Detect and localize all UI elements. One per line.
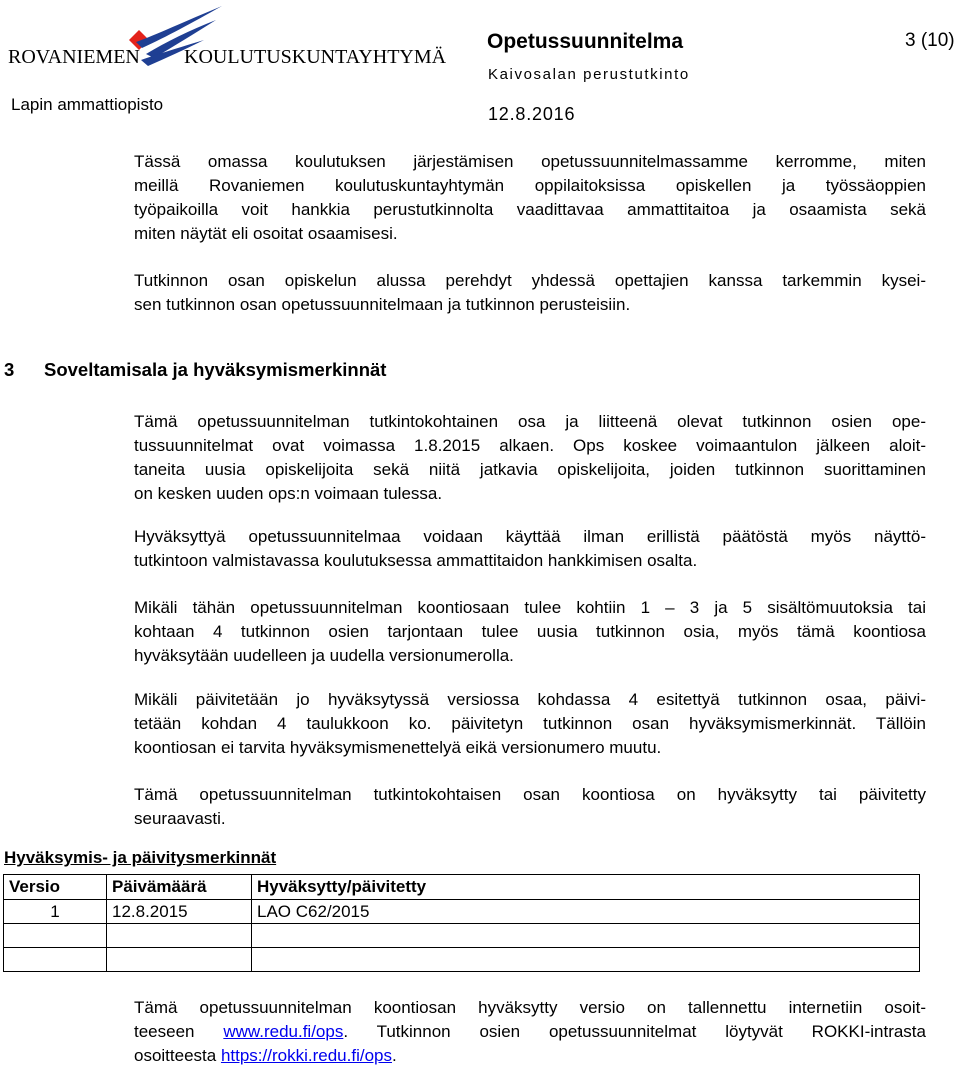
page-number: 3 (10): [905, 30, 955, 51]
cell-approved: [252, 948, 920, 972]
approval-table: [3, 874, 920, 972]
text-line: Hyväksyttyä opetussuunnitelmaa voidaan käyttää ilman erillistä päätöstä myös näyttö-: [134, 527, 926, 546]
text-line: miten näytät eli osoitat osaamisesi.: [134, 224, 398, 243]
text-line: tutkintoon valmistavassa koulutuksessa ammattitaidon hankkimisen osalta.: [134, 551, 698, 570]
section-number: 3: [4, 359, 15, 380]
text-fragment: . Tutkinnon osien opetussuunnitelmat löytyvät ROKKI-intrasta: [343, 1022, 926, 1041]
document-title: Opetussuunnitelma: [487, 30, 684, 53]
text-line: seuraavasti.: [134, 809, 226, 828]
section-heading: [4, 359, 386, 381]
section-paragraph-3: [134, 596, 926, 668]
text-fragment: .: [391, 1046, 397, 1065]
section-paragraph-4: [134, 688, 926, 760]
table-row: [4, 900, 920, 924]
cell-version: 1: [4, 900, 107, 924]
rokki-ops-link[interactable]: https://rokki.redu.fi/ops: [220, 1046, 392, 1065]
text-line: taneita uusia opiskelijoita sekä niitä jatkavia opiskelijoita, joiden tutkinnon suorittaminen: [134, 460, 926, 479]
section-title: Soveltamisala ja hyväksymismerkinnät: [44, 359, 387, 380]
intro-paragraph-2: [134, 269, 926, 317]
text-line: [134, 1020, 926, 1044]
organization-name: Lapin ammattiopisto: [11, 95, 164, 114]
text-line: hyväksytään uudelleen ja uudella versionumerolla.: [134, 646, 514, 665]
text-line: koontiosan ei tarvita hyväksymismenettelyä eikä versionumero muutu.: [134, 738, 662, 757]
cell-version: [4, 948, 107, 972]
organization-logo: [8, 4, 447, 70]
text-line: Tämä opetussuunnitelman koontiosan hyväksytty versio on tallennettu internetiin osoit-: [134, 998, 926, 1017]
column-header-date: Päivämäärä: [107, 875, 252, 900]
publication-note: [134, 996, 926, 1068]
text-fragment: osoitteesta: [134, 1046, 221, 1065]
column-header-version: Versio: [4, 875, 107, 900]
table-row: [4, 948, 920, 972]
text-line: tetään kohdan 4 taulukkoon ko. päivitetyn tutkinnon osan hyväksymismerkinnät. Tällöin: [134, 714, 926, 733]
text-fragment: teeseen: [134, 1022, 224, 1041]
logo-text-right: KOULUTUSKUNTAYHTYMÄ: [184, 46, 447, 68]
text-line: kohtaan 4 tutkinnon osien tarjontaan tulee uusia tutkinnon osia, myös tämä koontiosa: [134, 622, 926, 641]
section-paragraph-5: [134, 783, 926, 831]
table-caption: Hyväksymis- ja päivitysmerkinnät: [4, 848, 277, 867]
cell-version: [4, 924, 107, 948]
cell-date: [107, 924, 252, 948]
text-line: meillä Rovaniemen koulutuskuntayhtymän oppilaitoksissa opiskellen ja työssäoppien: [134, 176, 926, 195]
document-subtitle: Kaivosalan perustutkinto: [488, 66, 690, 83]
text-line: Tutkinnon osan opiskelun alussa perehdyt yhdessä opettajien kanssa tarkemmin kysei-: [134, 271, 926, 290]
section-paragraph-1: [134, 410, 926, 506]
cell-date: 12.8.2015: [107, 900, 252, 924]
intro-paragraph-1: [134, 150, 926, 246]
cell-date: [107, 948, 252, 972]
text-line: tussuunnitelmat ovat voimassa 1.8.2015 alkaen. Ops koskee voimaantulon jälkeen aloit-: [134, 436, 926, 455]
logo-text-left: ROVANIEMEN: [8, 46, 140, 68]
column-header-approved: Hyväksytty/päivitetty: [252, 875, 920, 900]
text-line: työpaikoilla voit hankkia perustutkinnolta vaadittavaa ammattitaitoa ja osaamista sekä: [134, 200, 926, 219]
document-date: 12.8.2016: [488, 104, 576, 124]
section-paragraph-2: [134, 525, 926, 573]
text-line: Mikäli päivitetään jo hyväksytyssä versiossa kohdassa 4 esitettyä tutkinnon osaa, päivi-: [134, 690, 926, 709]
redu-ops-link[interactable]: www.redu.fi/ops: [223, 1022, 344, 1041]
cell-approved: [252, 924, 920, 948]
text-line: Tämä opetussuunnitelman tutkintokohtainen osa ja liitteenä olevat tutkinnon osien ope-: [134, 412, 926, 431]
text-line: [134, 1044, 926, 1068]
text-line: on kesken uuden ops:n voimaan tulessa.: [134, 484, 443, 503]
text-line: Tämä opetussuunnitelman tutkintokohtaisen osan koontiosa on hyväksytty tai päivitetty: [134, 785, 926, 804]
text-line: Tässä omassa koulutuksen järjestämisen opetussuunnitelmassamme kerromme, miten: [134, 152, 926, 171]
text-line: Mikäli tähän opetussuunnitelman koontiosaan tulee kohtiin 1 – 3 ja 5 sisältömuutoksia tai: [134, 598, 926, 617]
table-row: [4, 924, 920, 948]
table-header-row: [4, 875, 920, 900]
text-line: sen tutkinnon osan opetussuunnitelmaan ja tutkinnon perusteisiin.: [134, 295, 631, 314]
cell-approved: LAO C62/2015: [252, 900, 920, 924]
